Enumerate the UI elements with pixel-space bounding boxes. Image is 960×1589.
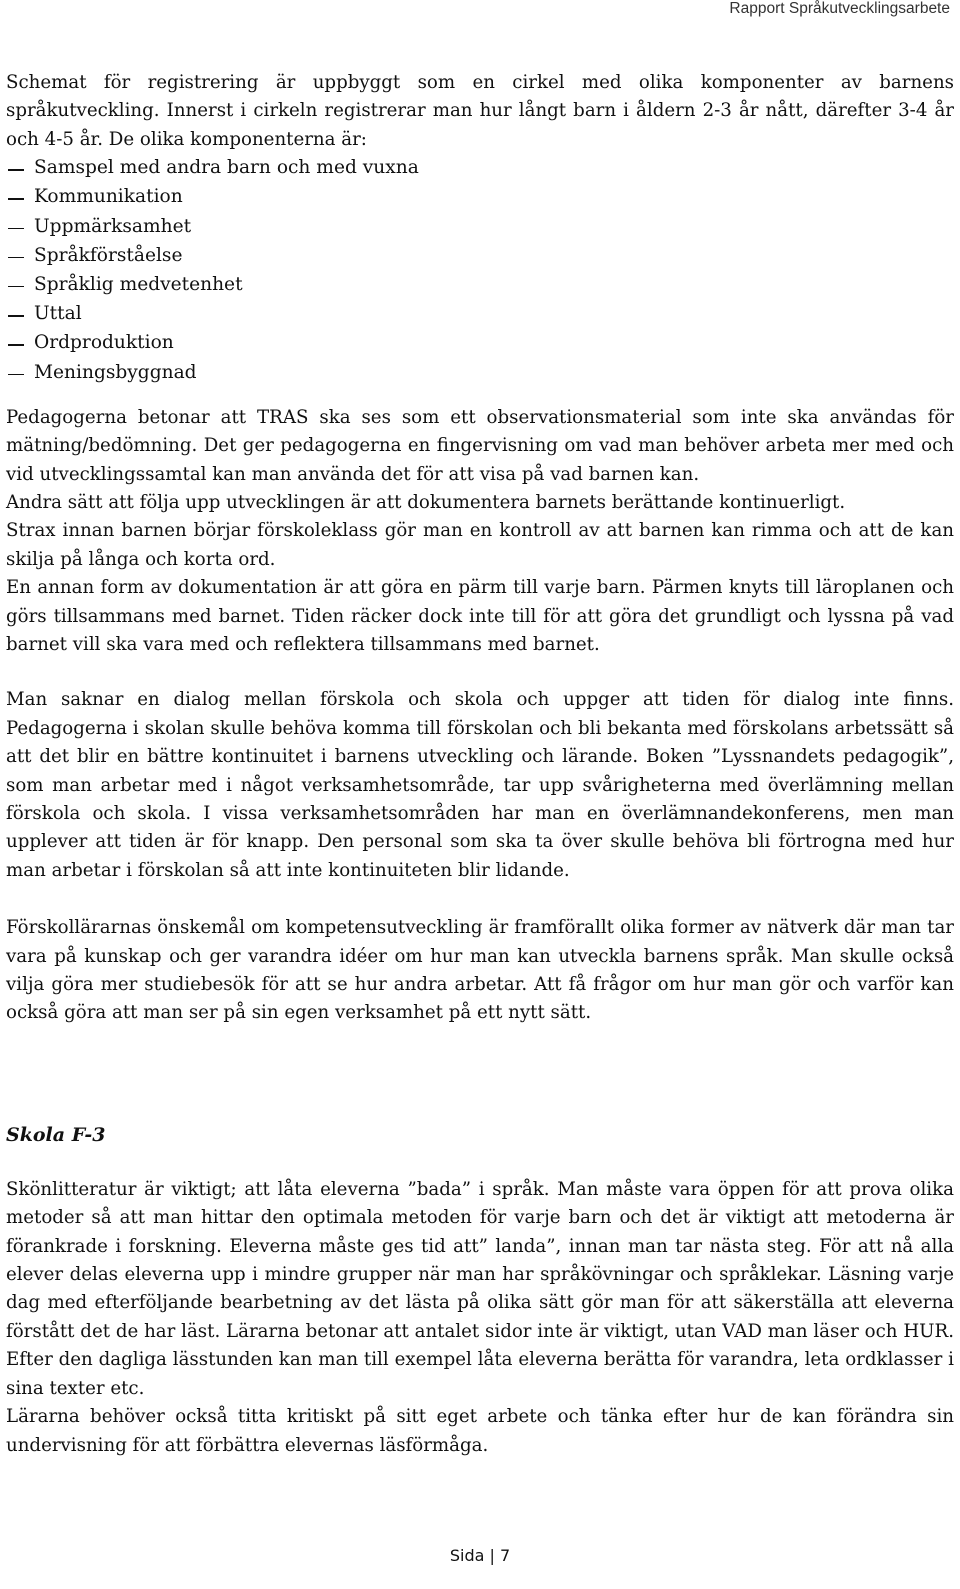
page-number: Sida | 7	[449, 1546, 511, 1565]
list-item: Samspel med andra barn och med vuxna	[6, 154, 954, 183]
documentation-paragraph: Andra sätt att följa upp utvecklingen är att dokumentera barnets berättande kontinuerligt.	[6, 491, 846, 513]
list-item: Kommunikation	[6, 183, 954, 212]
section-paragraph: Lärarna behöver också titta kritiskt på sitt eget arbete och tänka efter hur de kan förändra sin undervisning för att förbättra elevernas läsförmåga.	[6, 1406, 954, 1456]
page-body	[6, 69, 954, 1460]
preschool-class-paragraph: Strax innan barnen börjar förskoleklass gör man en kontroll av att barnen kan rimma och att de kan skilja på långa och korta ord.	[6, 520, 954, 570]
list-item: Språkförståelse	[6, 242, 954, 271]
section-paragraph: Skönlitteratur är viktigt; att låta eleverna ”bada” i språk. Man måste vara öppen för att prova olika metoder så att man hittar den optimala metoden för varje barn och det är viktigt att metoderna är förankrade i forskning. Eleverna måste ges tid att” landa”, innan man tar nästa steg. För att nå alla elever delas eleverna upp i mindre grupper när man har språkövningar och språklekar. Läsning varje dag med efterföljande bearbetning av det lästa på olika sätt gör man för att säkerställa att eleverna förstått det de har läst. Lärarna betonar att antalet sidor inte är viktigt, utan VAD man läser och HUR. Efter den dagliga lässtunden kan man till exempel låta eleverna berätta för varandra, leta ordklasser i sina texter etc.	[6, 1178, 954, 1399]
tras-paragraph: Pedagogerna betonar att TRAS ska ses som ett observationsmaterial som inte ska användas för mätning/bedömning. Det ger pedagogerna en fingervisning om vad man behöver arbeta mer med och vid utvecklingssamtal kan man använda det för att visa på vad barnen kan.	[6, 406, 954, 485]
component-list	[6, 154, 954, 388]
list-item: Ordproduktion	[6, 329, 954, 358]
list-item: Uttal	[6, 300, 954, 329]
list-item: Uppmärksamhet	[6, 213, 954, 242]
section-heading: Skola F-3	[6, 1123, 106, 1146]
intro-paragraph: Schemat för registrering är uppbyggt som en cirkel med olika komponenter av barnens språkutveckling. Innerst i cirkeln registrerar man hur långt barn i åldern 2-3 år nått, därefter 3-4 år och 4-5 år. De olika komponenterna är:	[6, 72, 954, 150]
running-header: Rapport Språkutvecklingsarbete	[729, 0, 950, 17]
dialog-paragraph: Man saknar en dialog mellan förskola och skola och uppger att tiden för dialog inte finns. Pedagogerna i skolan skulle behöva komma till förskolan och bli bekanta med förskolans arbetssätt så att det blir en bättre kontinuitet i barnens utveckling och lärande. Boken ”Lyssnandets pedagogik”, som man arbetar med i något verksamhetsområde, tar upp svårigheterna med överlämning mellan förskola och skola. I vissa verksamhetsområden har man en överlämnandekonferens, men man upplever att tiden är för knapp. Den personal som ska ta över skulle behöva bli förtrogna med hur man arbetar i förskolan så att inte kontinuiteten blir lidande.	[6, 689, 954, 881]
list-item: Meningsbyggnad	[6, 359, 954, 388]
portfolio-paragraph: En annan form av dokumentation är att göra en pärm till varje barn. Pärmen knyts till läroplanen och görs tillsammans med barnet. Tiden räcker dock inte till för att göra det grundligt och lyssna på vad barnet vill ska vara med och reflektera tillsammans med barnet.	[6, 577, 954, 655]
competence-paragraph: Förskollärarnas önskemål om kompetensutveckling är framförallt olika former av nätverk där man tar vara på kunskap och ger varandra idéer om hur man kan utveckla barnens språk. Man skulle också vilja göra mer studiebesök för att se hur andra arbetar. Att få frågor om hur man gör och varför kan också göra att man ser på sin egen verksamhet på ett nytt sätt.	[6, 917, 954, 1024]
list-item: Språklig medvetenhet	[6, 271, 954, 300]
